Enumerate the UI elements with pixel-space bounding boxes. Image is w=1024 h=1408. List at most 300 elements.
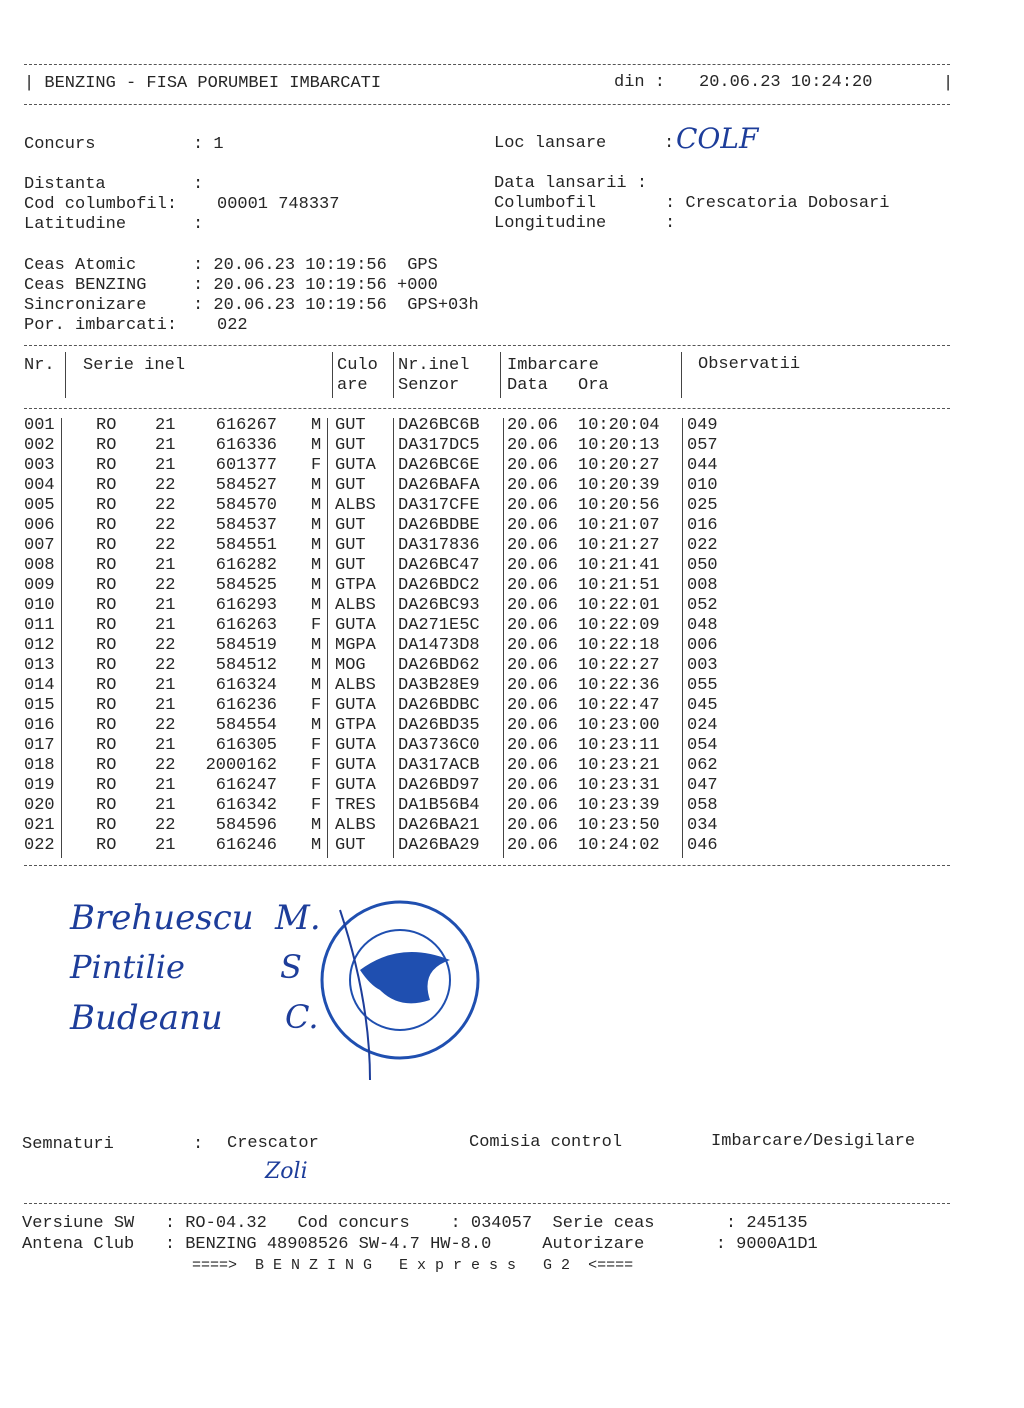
table-row <box>0 676 1024 696</box>
signature-name-1: Brehuescu <box>70 898 254 938</box>
table-row <box>0 456 1024 476</box>
boarding-time: 10:21:41 <box>578 556 660 575</box>
imbarcare-desigilare-label: Imbarcare/Desigilare <box>711 1132 916 1151</box>
country-code: RO <box>96 816 117 835</box>
country-code: RO <box>96 596 117 615</box>
ceas-benzing-label: Ceas BENZING <box>24 276 147 295</box>
table-row <box>0 476 1024 496</box>
ring-year: 22 <box>155 716 176 735</box>
longitudine-value: : <box>665 214 676 233</box>
ring-year: 21 <box>155 696 176 715</box>
boarding-time: 10:23:31 <box>578 776 660 795</box>
boarding-date: 20.06 <box>507 676 559 695</box>
por-imbarcati-value: 022 <box>217 316 248 335</box>
sensor-ring: DA317836 <box>398 536 480 555</box>
table-row <box>0 656 1024 676</box>
country-code: RO <box>96 536 117 555</box>
row-number: 021 <box>24 816 55 835</box>
boarding-date: 20.06 <box>507 456 559 475</box>
table-row <box>0 436 1024 456</box>
ring-number: 616267 <box>215 416 277 435</box>
boarding-time: 10:21:07 <box>578 516 660 535</box>
ring-year: 21 <box>155 836 176 855</box>
sensor-ring: DA26BC93 <box>398 596 480 615</box>
sex: M <box>311 556 322 575</box>
boarding-date: 20.06 <box>507 536 559 555</box>
sex: M <box>311 596 322 615</box>
sensor-ring: DA26BAFA <box>398 476 480 495</box>
ceas-atomic-label: Ceas Atomic <box>24 256 137 275</box>
loc-lansare-colon: : <box>664 134 675 153</box>
ring-number: 616293 <box>215 596 277 615</box>
printed-at: 20.06.23 10:24:20 <box>699 73 873 92</box>
ring-year: 22 <box>155 476 176 495</box>
country-code: RO <box>96 836 117 855</box>
column-rule <box>681 352 682 398</box>
signature-name-2: Pintilie <box>70 948 185 986</box>
table-row <box>0 756 1024 776</box>
color: GUTA <box>335 616 376 635</box>
row-number: 010 <box>24 596 55 615</box>
signature-mark-3: C. <box>285 998 319 1036</box>
country-code: RO <box>96 436 117 455</box>
row-number: 018 <box>24 756 55 775</box>
divider <box>24 64 950 65</box>
title-bar: | <box>943 74 954 93</box>
table-row <box>0 796 1024 816</box>
divider <box>24 104 950 105</box>
color: MGPA <box>335 636 376 655</box>
color: GTPA <box>335 576 376 595</box>
ring-number: 584525 <box>215 576 277 595</box>
ring-number: 616336 <box>215 436 277 455</box>
concurs-value: : 1 <box>193 135 224 154</box>
table-row <box>0 696 1024 716</box>
country-code: RO <box>96 476 117 495</box>
data-lansarii-label: Data lansarii : <box>494 174 648 193</box>
country-code: RO <box>96 556 117 575</box>
ring-year: 21 <box>155 436 176 455</box>
loc-lansare-handwritten: COLF <box>676 122 759 155</box>
table-row <box>0 816 1024 836</box>
boarding-date: 20.06 <box>507 576 559 595</box>
latitudine-value: : <box>193 215 204 234</box>
sex: M <box>311 716 322 735</box>
color: GUTA <box>335 456 376 475</box>
boarding-time: 10:20:13 <box>578 436 660 455</box>
sensor-ring: DA1473D8 <box>398 636 480 655</box>
observation: 055 <box>687 676 718 695</box>
boarding-time: 10:22:47 <box>578 696 660 715</box>
color: GTPA <box>335 716 376 735</box>
observation: 006 <box>687 636 718 655</box>
footer-antena-line: Antena Club : BENZING 48908526 SW-4.7 HW-8.0 Autorizare : 9000A1D1 <box>22 1235 818 1254</box>
signature-mark-2: S <box>280 948 302 986</box>
observation: 047 <box>687 776 718 795</box>
ring-number: 2000162 <box>205 756 277 775</box>
sensor-ring: DA1B56B4 <box>398 796 480 815</box>
crescator-label: Crescator <box>227 1134 319 1153</box>
sensor-ring: DA26BDBC <box>398 696 480 715</box>
country-code: RO <box>96 696 117 715</box>
country-code: RO <box>96 636 117 655</box>
row-number: 009 <box>24 576 55 595</box>
row-number: 008 <box>24 556 55 575</box>
boarding-time: 10:23:39 <box>578 796 660 815</box>
cod-columbofil-value: 00001 748337 <box>217 195 340 214</box>
row-number: 006 <box>24 516 55 535</box>
table-row <box>0 736 1024 756</box>
observation: 054 <box>687 736 718 755</box>
por-imbarcati-label: Por. imbarcati: <box>24 316 178 335</box>
table-row <box>0 416 1024 436</box>
boarding-date: 20.06 <box>507 596 559 615</box>
divider <box>24 345 950 346</box>
boarding-time: 10:23:50 <box>578 816 660 835</box>
ring-year: 21 <box>155 596 176 615</box>
table-row <box>0 556 1024 576</box>
boarding-time: 10:22:36 <box>578 676 660 695</box>
ring-number: 601377 <box>215 456 277 475</box>
color: GUT <box>335 556 366 575</box>
boarding-date: 20.06 <box>507 776 559 795</box>
boarding-time: 10:22:09 <box>578 616 660 635</box>
color: GUT <box>335 416 366 435</box>
table-row <box>0 836 1024 856</box>
observation: 046 <box>687 836 718 855</box>
ring-number: 616342 <box>215 796 277 815</box>
ring-number: 616247 <box>215 776 277 795</box>
ring-number: 616236 <box>215 696 277 715</box>
observation: 052 <box>687 596 718 615</box>
row-number: 019 <box>24 776 55 795</box>
row-number: 016 <box>24 716 55 735</box>
ring-number: 584570 <box>215 496 277 515</box>
loc-lansare-label: Loc lansare <box>494 134 607 153</box>
country-code: RO <box>96 576 117 595</box>
divider <box>24 865 950 866</box>
boarding-time: 10:22:27 <box>578 656 660 675</box>
sex: M <box>311 476 322 495</box>
sensor-ring: DA26BC47 <box>398 556 480 575</box>
cod-columbofil-label: Cod columbofil: <box>24 195 178 214</box>
boarding-date: 20.06 <box>507 696 559 715</box>
table-row <box>0 516 1024 536</box>
table-row <box>0 596 1024 616</box>
latitudine-label: Latitudine <box>24 215 127 234</box>
sensor-ring: DA26BA21 <box>398 816 480 835</box>
boarding-time: 10:22:18 <box>578 636 660 655</box>
semnaturi-label: Semnaturi <box>22 1135 114 1154</box>
table-row <box>0 716 1024 736</box>
row-number: 007 <box>24 536 55 555</box>
col-serie-inel: Serie inel <box>83 356 186 375</box>
color: GUT <box>335 536 366 555</box>
boarding-time: 10:21:51 <box>578 576 660 595</box>
table-row <box>0 776 1024 796</box>
col-culoare: Culo <box>337 356 378 375</box>
color: GUTA <box>335 756 376 775</box>
distanta-label: Distanta <box>24 175 106 194</box>
din-label: din : <box>614 73 666 92</box>
observation: 010 <box>687 476 718 495</box>
observation: 050 <box>687 556 718 575</box>
ring-year: 21 <box>155 736 176 755</box>
color: ALBS <box>335 816 376 835</box>
table-row <box>0 636 1024 656</box>
observation: 062 <box>687 756 718 775</box>
ring-number: 584551 <box>215 536 277 555</box>
boarding-date: 20.06 <box>507 416 559 435</box>
ring-year: 21 <box>155 416 176 435</box>
sensor-ring: DA271E5C <box>398 616 480 635</box>
observation: 003 <box>687 656 718 675</box>
sex: F <box>311 696 322 715</box>
col-data: Data <box>507 376 548 395</box>
columbofil-value: : Crescatoria Dobosari <box>665 194 890 213</box>
semnaturi-colon: : <box>193 1135 204 1154</box>
col-ora: Ora <box>578 376 609 395</box>
ring-number: 584527 <box>215 476 277 495</box>
column-rule <box>327 418 328 858</box>
table-row <box>0 576 1024 596</box>
color: GUT <box>335 436 366 455</box>
comisia-control-label: Comisia control <box>469 1133 623 1152</box>
sensor-ring: DA26BC6E <box>398 456 480 475</box>
ring-year: 21 <box>155 616 176 635</box>
column-rule <box>393 418 394 858</box>
country-code: RO <box>96 416 117 435</box>
sensor-ring: DA26BDBE <box>398 516 480 535</box>
column-rule <box>393 352 394 398</box>
observation: 044 <box>687 456 718 475</box>
boarding-time: 10:21:27 <box>578 536 660 555</box>
table-row <box>0 496 1024 516</box>
document-title: | BENZING - FISA PORUMBEI IMBARCATI <box>24 74 382 93</box>
crescator-signature: Zoli <box>265 1159 308 1184</box>
row-number: 015 <box>24 696 55 715</box>
footer-version-line: Versiune SW : RO-04.32 Cod concurs : 034057 Serie ceas : 245135 <box>22 1214 808 1233</box>
distanta-value: : <box>193 175 204 194</box>
boarding-date: 20.06 <box>507 556 559 575</box>
sensor-ring: DA317ACB <box>398 756 480 775</box>
row-number: 005 <box>24 496 55 515</box>
country-code: RO <box>96 496 117 515</box>
table-row <box>0 616 1024 636</box>
color: ALBS <box>335 496 376 515</box>
sensor-ring: DA26BA29 <box>398 836 480 855</box>
col-nr-inel: Nr.inel <box>398 356 470 375</box>
country-code: RO <box>96 676 117 695</box>
observation: 016 <box>687 516 718 535</box>
boarding-date: 20.06 <box>507 836 559 855</box>
column-rule <box>61 418 62 858</box>
color: ALBS <box>335 596 376 615</box>
boarding-date: 20.06 <box>507 816 559 835</box>
color: GUT <box>335 836 366 855</box>
observation: 058 <box>687 796 718 815</box>
ring-year: 21 <box>155 676 176 695</box>
row-number: 022 <box>24 836 55 855</box>
row-number: 003 <box>24 456 55 475</box>
country-code: RO <box>96 776 117 795</box>
row-number: 002 <box>24 436 55 455</box>
boarding-time: 10:22:01 <box>578 596 660 615</box>
col-culoare-2: are <box>337 376 368 395</box>
ring-year: 21 <box>155 556 176 575</box>
color: GUT <box>335 476 366 495</box>
signature-name-3: Budeanu <box>70 998 223 1038</box>
sex: M <box>311 656 322 675</box>
ring-year: 22 <box>155 536 176 555</box>
boarding-time: 10:20:27 <box>578 456 660 475</box>
ring-year: 21 <box>155 456 176 475</box>
sex: F <box>311 776 322 795</box>
row-number: 001 <box>24 416 55 435</box>
observation: 048 <box>687 616 718 635</box>
official-stamp-icon <box>300 890 490 1090</box>
color: MOG <box>335 656 366 675</box>
sex: M <box>311 676 322 695</box>
sex: M <box>311 836 322 855</box>
columbofil-label: Columbofil <box>494 194 597 213</box>
row-number: 011 <box>24 616 55 635</box>
sincronizare-value: : 20.06.23 10:19:56 GPS+03h <box>193 296 479 315</box>
column-rule <box>503 418 504 858</box>
sex: F <box>311 756 322 775</box>
sex: M <box>311 816 322 835</box>
row-number: 004 <box>24 476 55 495</box>
table-row <box>0 536 1024 556</box>
observation: 057 <box>687 436 718 455</box>
column-rule <box>682 418 683 858</box>
boarding-date: 20.06 <box>507 656 559 675</box>
boarding-time: 10:20:04 <box>578 416 660 435</box>
column-rule <box>65 352 66 398</box>
ring-year: 22 <box>155 816 176 835</box>
sex: F <box>311 616 322 635</box>
sensor-ring: DA3736C0 <box>398 736 480 755</box>
ring-year: 21 <box>155 796 176 815</box>
country-code: RO <box>96 716 117 735</box>
country-code: RO <box>96 516 117 535</box>
sex: F <box>311 736 322 755</box>
boarding-time: 10:20:39 <box>578 476 660 495</box>
sensor-ring: DA317CFE <box>398 496 480 515</box>
boarding-date: 20.06 <box>507 616 559 635</box>
boarding-date: 20.06 <box>507 496 559 515</box>
country-code: RO <box>96 756 117 775</box>
country-code: RO <box>96 616 117 635</box>
color: ALBS <box>335 676 376 695</box>
sensor-ring: DA26BD35 <box>398 716 480 735</box>
boarding-date: 20.06 <box>507 636 559 655</box>
ring-year: 22 <box>155 496 176 515</box>
boarding-date: 20.06 <box>507 516 559 535</box>
ring-number: 616324 <box>215 676 277 695</box>
sensor-ring: DA317DC5 <box>398 436 480 455</box>
col-observatii: Observatii <box>698 355 801 374</box>
color: GUT <box>335 516 366 535</box>
boarding-date: 20.06 <box>507 436 559 455</box>
ceas-benzing-value: : 20.06.23 10:19:56 +000 <box>193 276 438 295</box>
ring-number: 616263 <box>215 616 277 635</box>
ring-year: 22 <box>155 656 176 675</box>
ring-year: 22 <box>155 516 176 535</box>
sensor-ring: DA26BC6B <box>398 416 480 435</box>
column-rule <box>332 352 333 398</box>
color: GUTA <box>335 736 376 755</box>
sex: M <box>311 436 322 455</box>
country-code: RO <box>96 736 117 755</box>
ring-number: 584519 <box>215 636 277 655</box>
ring-number: 584537 <box>215 516 277 535</box>
divider <box>24 408 950 409</box>
row-number: 014 <box>24 676 55 695</box>
col-nr: Nr. <box>24 356 55 375</box>
boarding-time: 10:20:56 <box>578 496 660 515</box>
sincronizare-label: Sincronizare <box>24 296 147 315</box>
col-senzor: Senzor <box>398 376 460 395</box>
column-rule <box>500 352 501 398</box>
ring-year: 22 <box>155 636 176 655</box>
ring-number: 584512 <box>215 656 277 675</box>
observation: 034 <box>687 816 718 835</box>
country-code: RO <box>96 796 117 815</box>
sex: F <box>311 456 322 475</box>
sex: M <box>311 636 322 655</box>
col-imbarcare: Imbarcare <box>507 356 599 375</box>
ring-number: 616246 <box>215 836 277 855</box>
boarding-time: 10:24:02 <box>578 836 660 855</box>
sensor-ring: DA26BD62 <box>398 656 480 675</box>
sex: M <box>311 516 322 535</box>
longitudine-label: Longitudine <box>494 214 607 233</box>
ring-number: 584554 <box>215 716 277 735</box>
boarding-date: 20.06 <box>507 716 559 735</box>
sex: M <box>311 576 322 595</box>
country-code: RO <box>96 656 117 675</box>
sex: M <box>311 536 322 555</box>
row-number: 020 <box>24 796 55 815</box>
observation: 049 <box>687 416 718 435</box>
boarding-time: 10:23:00 <box>578 716 660 735</box>
boarding-date: 20.06 <box>507 796 559 815</box>
boarding-time: 10:23:21 <box>578 756 660 775</box>
color: GUTA <box>335 776 376 795</box>
ring-year: 21 <box>155 776 176 795</box>
observation: 008 <box>687 576 718 595</box>
sensor-ring: DA26BD97 <box>398 776 480 795</box>
observation: 024 <box>687 716 718 735</box>
sensor-ring: DA3B28E9 <box>398 676 480 695</box>
row-number: 013 <box>24 656 55 675</box>
boarding-time: 10:23:11 <box>578 736 660 755</box>
ring-number: 584596 <box>215 816 277 835</box>
signature-mark-1: M. <box>275 898 321 938</box>
boarding-date: 20.06 <box>507 476 559 495</box>
divider <box>24 1203 950 1204</box>
sex: M <box>311 496 322 515</box>
concurs-label: Concurs <box>24 135 96 154</box>
color: TRES <box>335 796 376 815</box>
sensor-ring: DA26BDC2 <box>398 576 480 595</box>
sex: F <box>311 796 322 815</box>
observation: 045 <box>687 696 718 715</box>
ring-number: 616305 <box>215 736 277 755</box>
boarding-date: 20.06 <box>507 736 559 755</box>
country-code: RO <box>96 456 117 475</box>
